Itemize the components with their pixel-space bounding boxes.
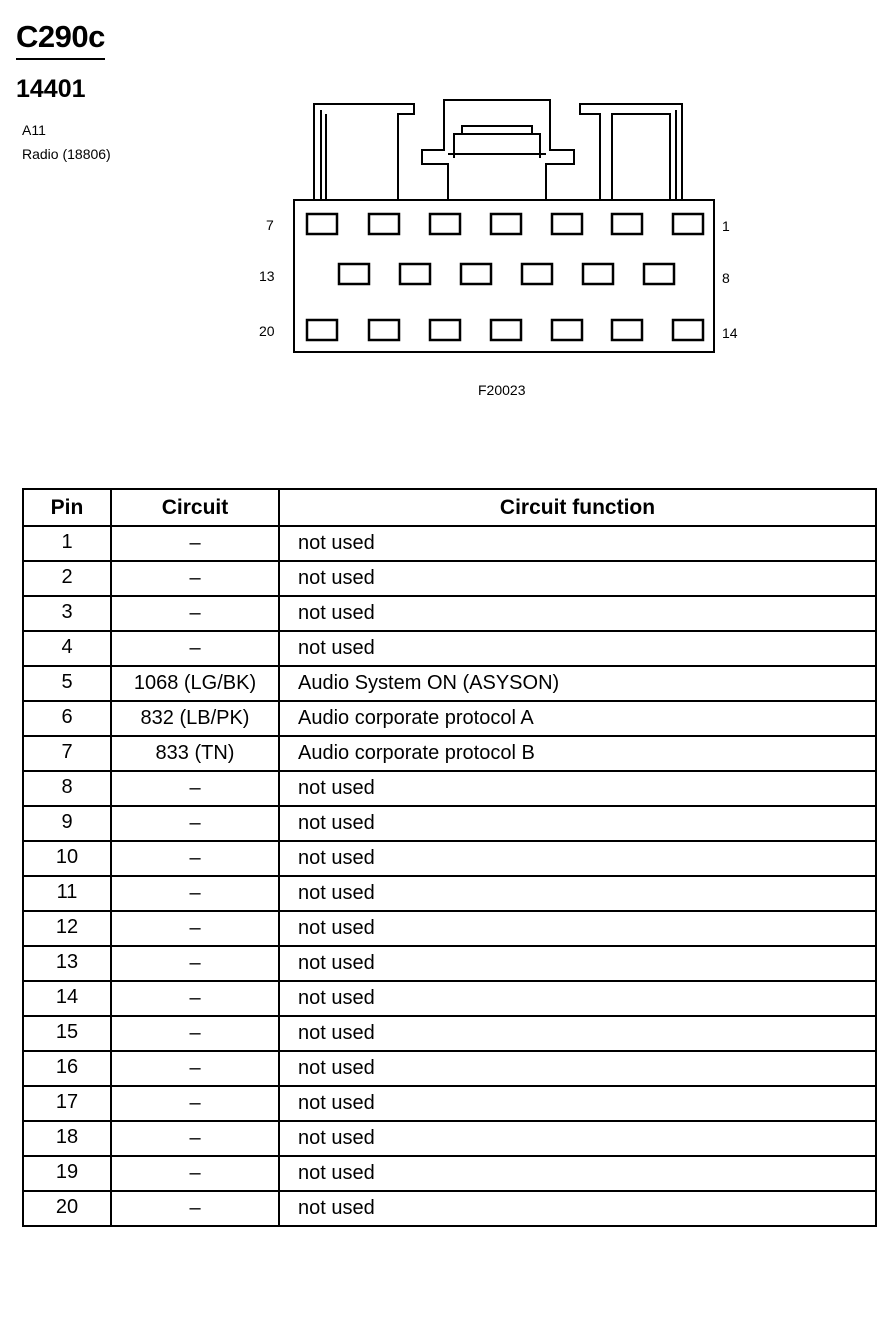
pin-cell: 15 xyxy=(23,1016,111,1051)
center-key-tab xyxy=(462,126,532,134)
circuit-cell: – xyxy=(111,1121,279,1156)
circuit-cell: – xyxy=(111,981,279,1016)
table-row xyxy=(23,1191,876,1226)
row-label-middle-left: 13 xyxy=(259,268,275,284)
circuit-cell: 832 (LB/PK) xyxy=(111,701,279,736)
row-label-middle-right: 8 xyxy=(722,270,730,286)
function-cell: Audio System ON (ASYSON) xyxy=(279,666,876,701)
table-row xyxy=(23,701,876,736)
row-label-top-right: 1 xyxy=(722,218,730,234)
function-cell: not used xyxy=(279,876,876,911)
cavity-pin-5 xyxy=(430,214,460,234)
cavity-pin-2 xyxy=(612,214,642,234)
cavity-pin-15 xyxy=(612,320,642,340)
circuit-cell: – xyxy=(111,561,279,596)
circuit-cell: – xyxy=(111,1156,279,1191)
pin-cell: 18 xyxy=(23,1121,111,1156)
header-circuit-function: Circuit function xyxy=(279,489,876,526)
function-cell: not used xyxy=(279,911,876,946)
pin-cell: 5 xyxy=(23,666,111,701)
component-name: Radio (18806) xyxy=(22,146,111,162)
function-cell: not used xyxy=(279,1016,876,1051)
circuit-cell: – xyxy=(111,1191,279,1226)
circuit-cell: – xyxy=(111,526,279,561)
table-row xyxy=(23,981,876,1016)
table-row xyxy=(23,561,876,596)
cavity-pin-3 xyxy=(552,214,582,234)
cavity-pin-9 xyxy=(583,264,613,284)
center-key-shape xyxy=(422,100,574,200)
cavity-pin-10 xyxy=(522,264,552,284)
pin-cell: 1 xyxy=(23,526,111,561)
header-circuit: Circuit xyxy=(111,489,279,526)
row-label-bottom-right: 14 xyxy=(722,325,738,341)
table-row xyxy=(23,806,876,841)
circuit-cell: – xyxy=(111,841,279,876)
pin-cell: 9 xyxy=(23,806,111,841)
pin-cell: 20 xyxy=(23,1191,111,1226)
cavity-pin-20 xyxy=(307,320,337,340)
cavity-pin-18 xyxy=(430,320,460,340)
table-row xyxy=(23,596,876,631)
circuit-cell: – xyxy=(111,631,279,666)
function-cell: not used xyxy=(279,771,876,806)
pin-cell: 10 xyxy=(23,841,111,876)
row-label-bottom-left: 20 xyxy=(259,323,275,339)
pin-cell: 2 xyxy=(23,561,111,596)
function-cell: not used xyxy=(279,631,876,666)
cavity-pin-7 xyxy=(307,214,337,234)
table-row xyxy=(23,1156,876,1191)
pin-assignment-table xyxy=(22,488,877,1227)
figure-code: F20023 xyxy=(478,382,526,398)
cavity-pin-16 xyxy=(552,320,582,340)
row-label-top-left: 7 xyxy=(266,217,274,233)
cavity-pin-12 xyxy=(400,264,430,284)
connector-id: C290c xyxy=(16,18,105,60)
component-code: A11 xyxy=(22,122,46,138)
pin-cell: 4 xyxy=(23,631,111,666)
part-number: 14401 xyxy=(16,75,86,103)
table-row xyxy=(23,1121,876,1156)
connector-body xyxy=(294,200,714,352)
cavity-pin-4 xyxy=(491,214,521,234)
cavity-pin-19 xyxy=(369,320,399,340)
right-latch-shape xyxy=(580,104,682,200)
connector-face-diagram xyxy=(250,90,770,410)
table-row xyxy=(23,666,876,701)
pin-cell: 8 xyxy=(23,771,111,806)
circuit-cell: – xyxy=(111,806,279,841)
function-cell: Audio corporate protocol B xyxy=(279,736,876,771)
cavity-pin-14 xyxy=(673,320,703,340)
table-row xyxy=(23,1016,876,1051)
table-row xyxy=(23,526,876,561)
function-cell: not used xyxy=(279,1121,876,1156)
circuit-cell: – xyxy=(111,946,279,981)
table-row xyxy=(23,631,876,666)
header-pin: Pin xyxy=(23,489,111,526)
pin-cell: 14 xyxy=(23,981,111,1016)
circuit-cell: – xyxy=(111,1016,279,1051)
function-cell: not used xyxy=(279,596,876,631)
right-latch-inner xyxy=(612,114,670,200)
function-cell: not used xyxy=(279,806,876,841)
pin-cell: 16 xyxy=(23,1051,111,1086)
function-cell: not used xyxy=(279,1051,876,1086)
function-cell: not used xyxy=(279,526,876,561)
circuit-cell: 1068 (LG/BK) xyxy=(111,666,279,701)
pin-cell: 12 xyxy=(23,911,111,946)
circuit-cell: – xyxy=(111,876,279,911)
circuit-cell: – xyxy=(111,911,279,946)
table-header-row xyxy=(23,489,876,526)
function-cell: not used xyxy=(279,561,876,596)
pin-cell: 19 xyxy=(23,1156,111,1191)
cavity-pin-11 xyxy=(461,264,491,284)
function-cell: not used xyxy=(279,946,876,981)
function-cell: not used xyxy=(279,841,876,876)
circuit-cell: – xyxy=(111,1086,279,1121)
table-row xyxy=(23,841,876,876)
table-row xyxy=(23,771,876,806)
function-cell: not used xyxy=(279,1191,876,1226)
table-row xyxy=(23,911,876,946)
circuit-cell: 833 (TN) xyxy=(111,736,279,771)
cavity-pin-6 xyxy=(369,214,399,234)
table-row xyxy=(23,736,876,771)
pin-cell: 13 xyxy=(23,946,111,981)
cavity-pin-13 xyxy=(339,264,369,284)
table-row xyxy=(23,1051,876,1086)
cavity-pin-8 xyxy=(644,264,674,284)
function-cell: not used xyxy=(279,1156,876,1191)
table-row xyxy=(23,876,876,911)
function-cell: not used xyxy=(279,1086,876,1121)
circuit-cell: – xyxy=(111,771,279,806)
pin-cell: 11 xyxy=(23,876,111,911)
pin-cell: 3 xyxy=(23,596,111,631)
cavity-pin-1 xyxy=(673,214,703,234)
pin-cell: 7 xyxy=(23,736,111,771)
table-row xyxy=(23,1086,876,1121)
circuit-cell: – xyxy=(111,1051,279,1086)
pin-cell: 6 xyxy=(23,701,111,736)
circuit-cell: – xyxy=(111,596,279,631)
table-row xyxy=(23,946,876,981)
pin-cell: 17 xyxy=(23,1086,111,1121)
cavity-pin-17 xyxy=(491,320,521,340)
left-latch-shape xyxy=(314,104,414,200)
function-cell: Audio corporate protocol A xyxy=(279,701,876,736)
function-cell: not used xyxy=(279,981,876,1016)
